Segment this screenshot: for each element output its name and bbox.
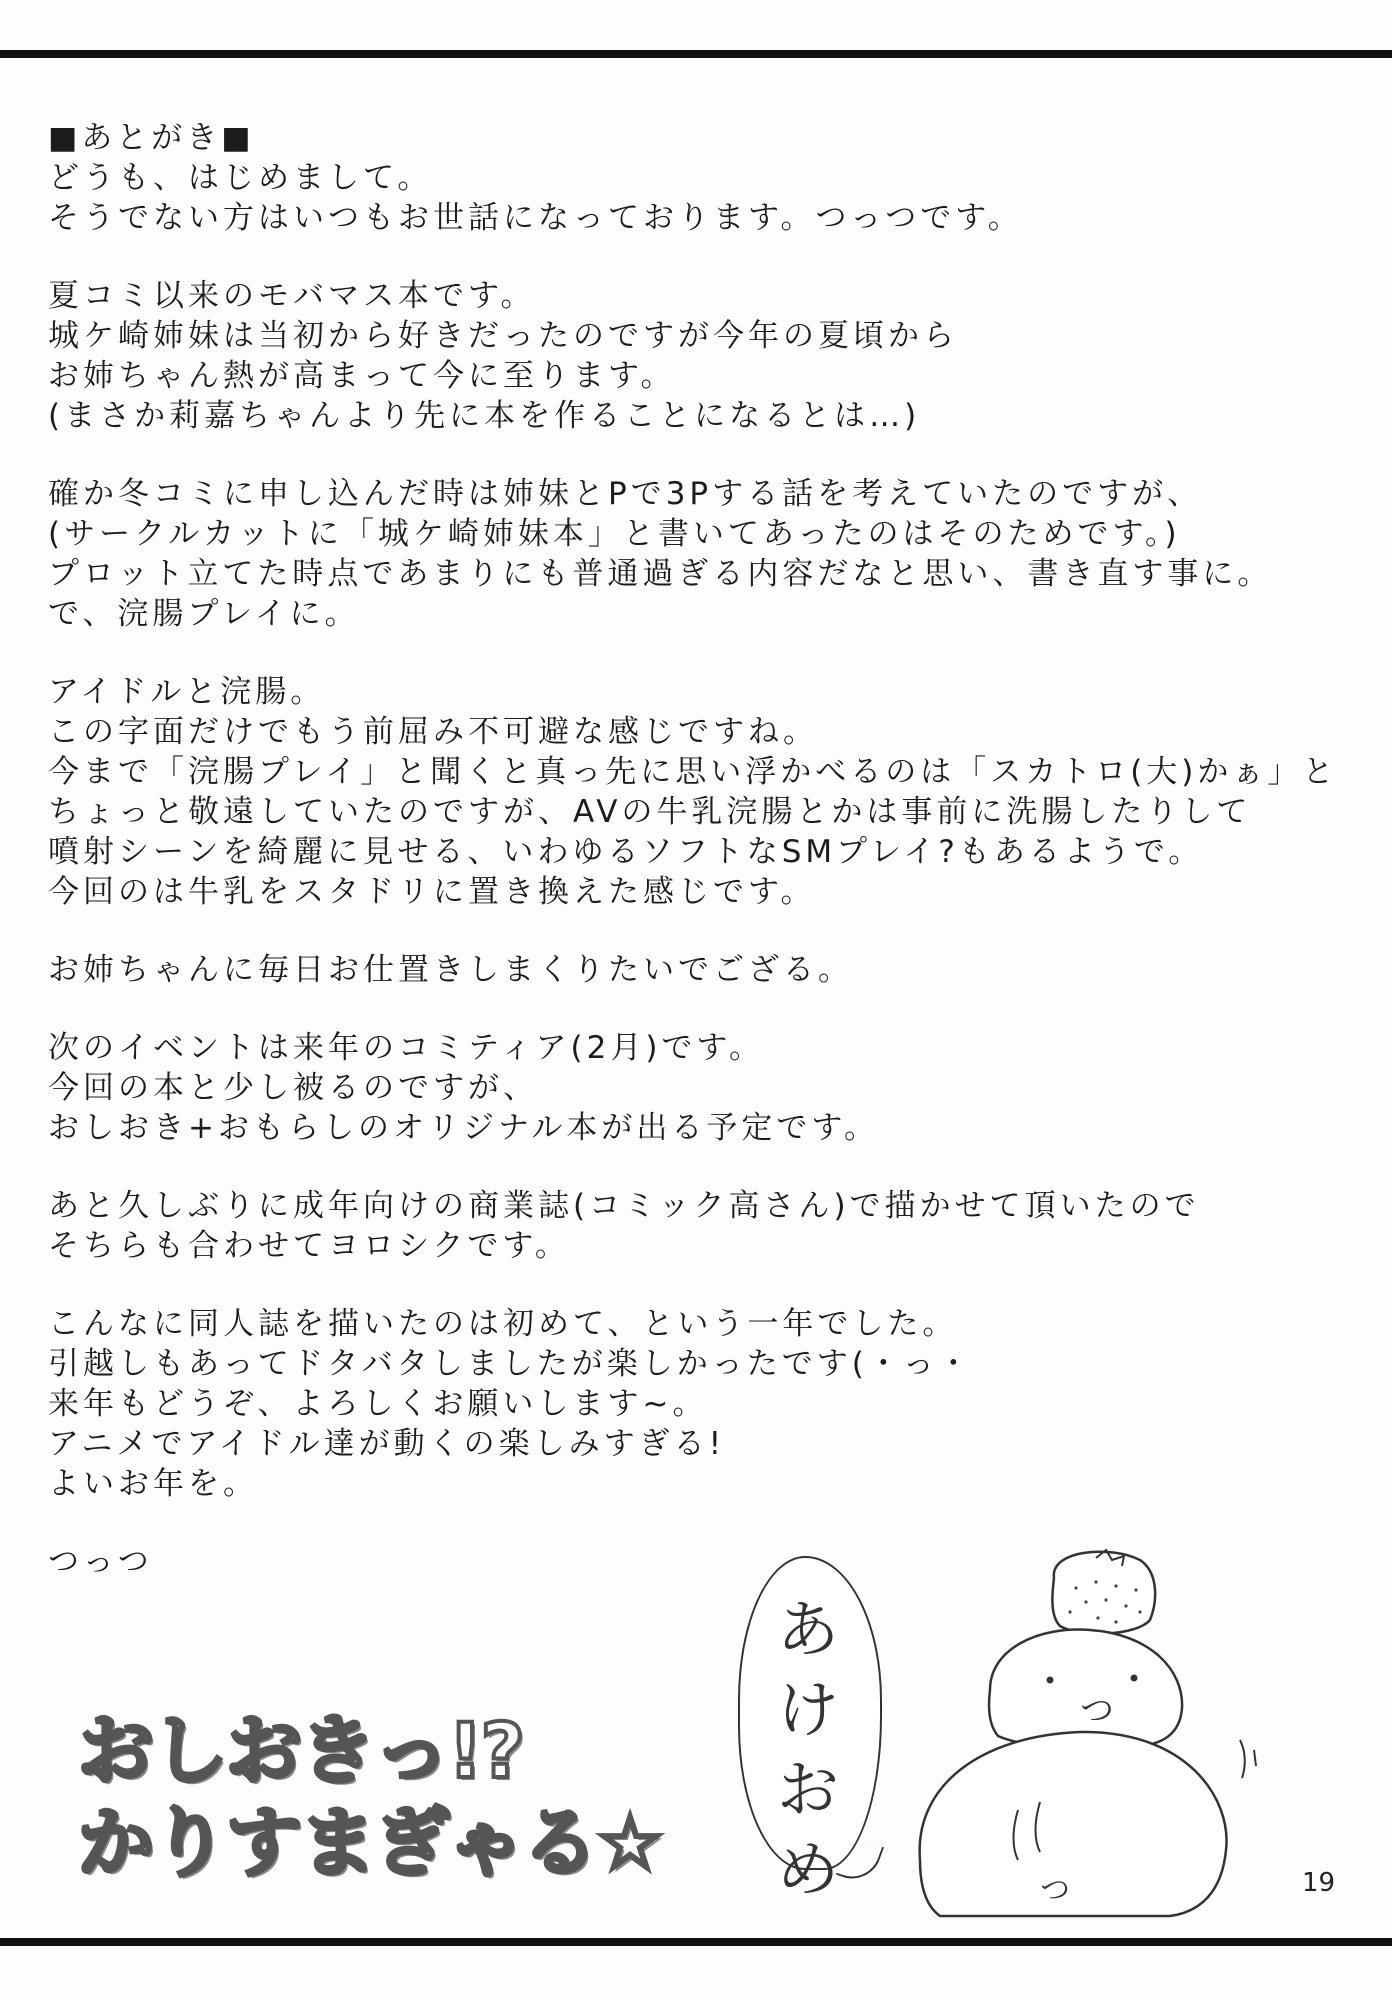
afterword-gap (48, 634, 1368, 672)
bottom-rule (0, 1938, 1392, 1946)
title-logo-line2: かりすまぎゃる☆ (78, 1798, 663, 1887)
afterword-line: ■あとがき■ (48, 120, 255, 156)
afterword-line: 今回のは牛乳をスタドリに置き換えた感じです。 (48, 874, 816, 910)
title-logo-line1: おしおきっ!? (78, 1706, 523, 1795)
afterword-line: お姉ちゃん熱が高まって今に至ります。 (48, 358, 676, 394)
afterword-line: (サークルカットに「城ケ崎姉妹本」と書いてあったのはそのためです。) (48, 516, 1181, 552)
afterword-line: アニメでアイドル達が動くの楽しみすぎる! (48, 1426, 726, 1462)
afterword-line: 今まで「浣腸プレイ」と聞くと真っ先に思い浮かべるのは「スカトロ(大)かぁ」と (48, 754, 1338, 790)
afterword-line: 確か冬コミに申し込んだ時は姉妹とPで3Pする話を考えていたのですが、 (48, 476, 1203, 512)
afterword-gap (48, 238, 1368, 276)
snowman-face-mark: つ (1080, 1691, 1114, 1731)
afterword-signature: つっつ (48, 1544, 153, 1580)
afterword-line: 噴射シーンを綺麗に見せる、いわゆるソフトなSMプレイ?もあるようで。 (48, 834, 1204, 870)
snowman-body (920, 1732, 1227, 1916)
afterword-gap (48, 1504, 1368, 1542)
snowman-body-mark: つ (1040, 1873, 1070, 1908)
afterword-line: そちらも合わせてヨロシクです。 (48, 1228, 570, 1264)
page-number: 19 (1302, 1868, 1336, 1898)
top-rule (0, 50, 1392, 58)
afterword-line: 城ケ崎姉妹は当初から好きだったのですが今年の夏頃から (48, 318, 958, 354)
afterword-line: よいお年を。 (48, 1466, 258, 1502)
afterword-line: どうも、はじめまして。 (48, 160, 433, 196)
afterword-line: あと久しぶりに成年向けの商業誌(コミック高さん)で描かせて頂いたので (48, 1188, 1200, 1224)
afterword-line: アイドルと浣腸。 (48, 674, 326, 710)
afterword-line: プロット立てた時点であまりにも普通過ぎる内容だなと思い、書き直す事に。 (48, 556, 1273, 592)
afterword-line: そうでない方はいつもお世話になっております。つっつです。 (48, 200, 1023, 236)
afterword-line: 次のイベントは来年のコミティア(2月)です。 (48, 1030, 764, 1066)
afterword-line: 夏コミ以来のモバマス本です。 (48, 278, 536, 314)
afterword-line: (まさか莉嘉ちゃんより先に本を作ることになるとは…) (48, 398, 921, 434)
speech-bubble-text: あけおめ (776, 1593, 839, 1906)
afterword-line: で、浣腸プレイに。 (48, 596, 360, 632)
afterword-line: 来年もどうぞ、よろしくお願いします~。 (48, 1386, 708, 1422)
afterword-gap (48, 912, 1368, 950)
snowman-doodle-icon (900, 1540, 1300, 1920)
afterword-line: 今回の本と少し被るのですが、 (48, 1070, 538, 1106)
afterword-line: 引越しもあってドタバタしましたが楽しかったです(・っ・ (48, 1346, 973, 1382)
afterword-gap (48, 1148, 1368, 1186)
afterword-line: こんなに同人誌を描いたのは初めて、という一年でした。 (48, 1306, 958, 1342)
afterword-text (48, 118, 1368, 1582)
afterword-line: お姉ちゃんに毎日お仕置きしまくりたいでござる。 (48, 952, 853, 988)
afterword-gap (48, 1266, 1368, 1304)
afterword-gap (48, 436, 1368, 474)
strawberry-icon (1052, 1550, 1155, 1634)
afterword-gap (48, 990, 1368, 1028)
afterword-line: おしおき+おもらしのオリジナル本が出る予定です。 (48, 1110, 879, 1146)
afterword-line: ちょっと敬遠していたのですが、AVの牛乳浣腸とかは事前に洗腸したりして (48, 794, 1252, 830)
afterword-line: この字面だけでもう前屈み不可避な感じですね。 (48, 714, 818, 750)
title-logo (78, 1705, 663, 1905)
